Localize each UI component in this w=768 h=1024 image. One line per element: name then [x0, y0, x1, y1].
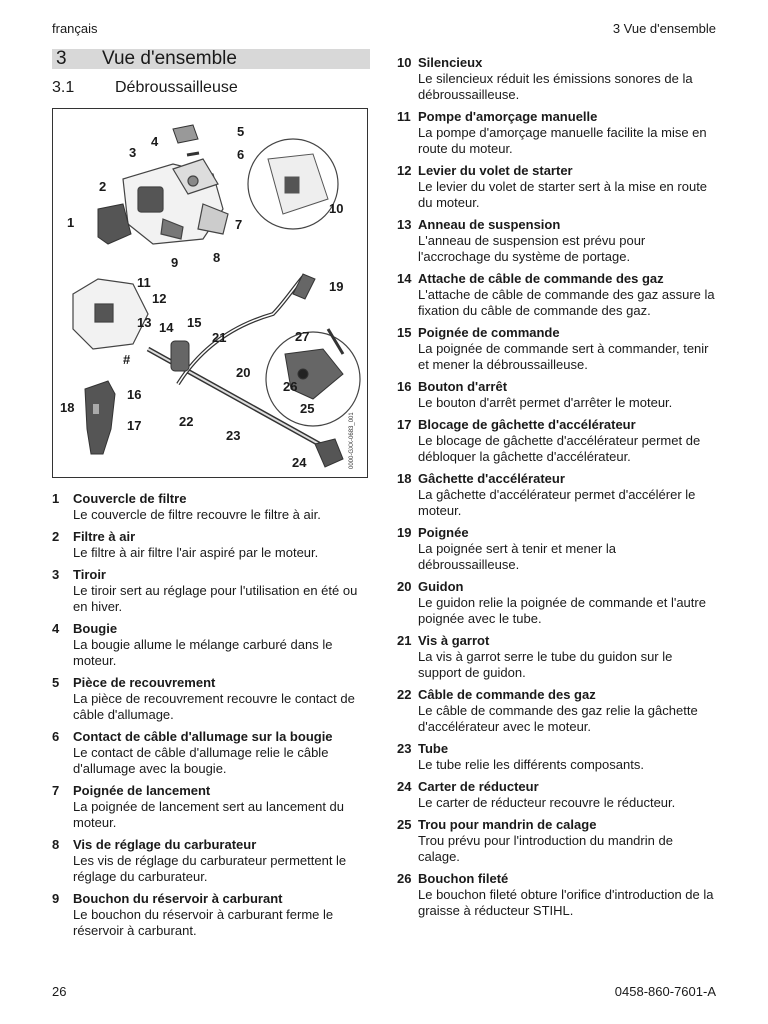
legend-item-title: Gâchette d'accélérateur: [418, 471, 565, 486]
legend-item-title: Bouchon fileté: [418, 871, 509, 886]
legend-item-title: Poignée: [418, 525, 469, 540]
legend-item-title: Pièce de recouvrement: [73, 675, 216, 690]
legend-item-title: Guidon: [418, 579, 464, 594]
legend-item-number: 25: [397, 817, 412, 832]
header-language: français: [52, 21, 98, 36]
callout-6: 6: [237, 147, 245, 162]
legend-list-right: [397, 55, 717, 925]
callout-2: 2: [99, 179, 107, 194]
legend-item: [397, 741, 717, 773]
callout-1: 1: [67, 215, 75, 230]
legend-item: [397, 55, 717, 103]
callout-25: 25: [300, 401, 315, 416]
callout-15: 15: [187, 315, 202, 330]
legend-item: [52, 529, 372, 561]
legend-item-title: Pompe d'amorçage manuelle: [418, 109, 598, 124]
document-code: 0458-860-7601-A: [614, 984, 716, 999]
legend-item-description: Les vis de réglage du carburateur permettent le réglage du carburateur.: [73, 853, 347, 884]
legend-item-number: 26: [397, 871, 412, 886]
legend-item-number: 11: [397, 109, 411, 124]
section-number: 3: [56, 48, 67, 69]
callout-18: 18: [60, 400, 75, 415]
legend-item-description: Le câble de commande des gaz relie la gâchette d'accélérateur avec le moteur.: [418, 703, 698, 734]
legend-item-title: Vis de réglage du carburateur: [73, 837, 257, 852]
callout-11: 11: [137, 275, 151, 290]
legend-item-number: 4: [52, 621, 60, 636]
legend-item-number: 20: [397, 579, 412, 594]
figure-code: 0000-GXX-0683_001: [349, 412, 355, 469]
legend-item-description: Le tiroir sert au réglage pour l'utilisation en été ou en hiver.: [73, 583, 358, 614]
legend-item: [52, 491, 372, 523]
callout-7: 7: [235, 217, 243, 232]
legend-item: [397, 271, 717, 319]
callout-26: 26: [283, 379, 298, 394]
legend-item-number: 2: [52, 529, 60, 544]
legend-item-number: 8: [52, 837, 60, 852]
legend-item-number: 24: [397, 779, 412, 794]
legend-item-description: Le silencieux réduit les émissions sonores de la débroussailleuse.: [418, 71, 693, 102]
legend-item-description: Trou prévu pour l'introduction du mandrin de calage.: [418, 833, 673, 864]
legend-list-left: [52, 491, 372, 945]
legend-item: [52, 729, 372, 777]
legend-item-description: La gâchette d'accélérateur permet d'accélérer le moteur.: [418, 487, 696, 518]
callout-19: 19: [329, 279, 344, 294]
legend-item: [52, 675, 372, 723]
legend-item: [397, 109, 717, 157]
legend-item-title: Vis à garrot: [418, 633, 490, 648]
legend-item: [397, 325, 717, 373]
legend-item-number: 16: [397, 379, 412, 394]
legend-item-title: Contact de câble d'allumage sur la bougie: [73, 729, 333, 744]
legend-item-description: Le couvercle de filtre recouvre le filtre à air.: [73, 507, 321, 522]
legend-item-description: Le blocage de gâchette d'accélérateur permet de débloquer la gâchette d'accélérateur.: [418, 433, 701, 464]
handle-grip-drawing: [293, 274, 315, 299]
callout-4: 4: [151, 134, 159, 149]
callout-9: 9: [171, 255, 179, 270]
legend-item: [397, 525, 717, 573]
callout-12: 12: [152, 291, 167, 306]
legend-item-description: Le tube relie les différents composants.: [418, 757, 644, 772]
legend-item-title: Silencieux: [418, 55, 483, 70]
legend-item-description: La pompe d'amorçage manuelle facilite la mise en route du moteur.: [418, 125, 707, 156]
callout-hash: #: [123, 352, 131, 367]
gear-head-drawing: [315, 439, 343, 467]
legend-item: [397, 817, 717, 865]
section-title: Vue d'ensemble: [102, 48, 237, 69]
legend-item-description: Le contact de câble d'allumage relie le câble d'allumage avec la bougie.: [73, 745, 329, 776]
callout-8: 8: [213, 250, 221, 265]
legend-item-description: Le carter de réducteur recouvre le réducteur.: [418, 795, 676, 810]
legend-item-number: 10: [397, 55, 412, 70]
legend-item-number: 5: [52, 675, 60, 690]
legend-item: [397, 417, 717, 465]
legend-item-number: 9: [52, 891, 60, 906]
legend-item-number: 7: [52, 783, 60, 798]
legend-item: [397, 633, 717, 681]
callout-27: 27: [295, 329, 310, 344]
legend-item-number: 1: [52, 491, 60, 506]
legend-item-description: La vis à garrot serre le tube du guidon sur le support de guidon.: [418, 649, 673, 680]
legend-item-title: Bouton d'arrêt: [418, 379, 508, 394]
legend-item-title: Bougie: [73, 621, 118, 636]
legend-item-number: 18: [397, 471, 412, 486]
legend-item-description: La poignée de commande sert à commander, tenir et mener la débroussailleuse.: [418, 341, 709, 372]
legend-item-title: Couvercle de filtre: [73, 491, 187, 506]
legend-item-number: 15: [397, 325, 412, 340]
legend-item-number: 17: [397, 417, 412, 432]
legend-item-description: Le bouchon du réservoir à carburant ferme le réservoir à carburant.: [73, 907, 334, 938]
legend-item: [397, 871, 717, 919]
legend-item-number: 19: [397, 525, 412, 540]
legend-item: [52, 621, 372, 669]
legend-item: [397, 217, 717, 265]
brushcutter-overview-figure: [52, 108, 368, 478]
legend-item-number: 23: [397, 741, 412, 756]
plug-cover-drawing: [173, 125, 198, 143]
legend-item: [397, 687, 717, 735]
legend-item: [397, 379, 717, 411]
callout-20: 20: [236, 365, 251, 380]
legend-item-title: Poignée de lancement: [73, 783, 211, 798]
legend-item-description: L'anneau de suspension est prévu pour l'accrochage du système de portage.: [418, 233, 646, 264]
legend-item-number: 6: [52, 729, 60, 744]
legend-item: [397, 579, 717, 627]
callout-10: 10: [329, 201, 344, 216]
legend-item-description: Le bouchon fileté obture l'orifice d'introduction de la graisse à réducteur STIHL.: [418, 887, 714, 918]
legend-item-title: Bouchon du réservoir à carburant: [73, 891, 283, 906]
legend-item: [52, 837, 372, 885]
legend-item: [397, 163, 717, 211]
callout-21: 21: [212, 330, 227, 345]
legend-item-description: Le filtre à air filtre l'air aspiré par le moteur.: [73, 545, 319, 560]
legend-item-title: Blocage de gâchette d'accélérateur: [418, 417, 636, 432]
legend-item: [397, 471, 717, 519]
subsection-title: Débroussailleuse: [115, 79, 238, 96]
legend-item-description: La poignée de lancement sert au lancement du moteur.: [73, 799, 345, 830]
legend-item-number: 21: [397, 633, 412, 648]
callout-13: 13: [137, 315, 152, 330]
callout-3: 3: [129, 145, 137, 160]
trigger-handle-drawing: [85, 381, 115, 454]
legend-item-number: 12: [397, 163, 412, 178]
legend-item-title: Trou pour mandrin de calage: [418, 817, 597, 832]
control-handle-drawing: [171, 341, 189, 371]
legend-item-title: Poignée de commande: [418, 325, 560, 340]
legend-item-description: La bougie allume le mélange carburé dans le moteur.: [73, 637, 333, 668]
legend-item-title: Tiroir: [73, 567, 106, 582]
callout-23: 23: [226, 428, 241, 443]
callout-24: 24: [292, 455, 307, 470]
legend-item-title: Levier du volet de starter: [418, 163, 573, 178]
legend-item-number: 3: [52, 567, 60, 582]
callout-5: 5: [237, 124, 245, 139]
legend-item-description: Le guidon relie la poignée de commande et l'autre poignée avec le tube.: [418, 595, 706, 626]
legend-item-title: Tube: [418, 741, 449, 756]
subsection-number: 3.1: [52, 79, 75, 96]
legend-item-description: La pièce de recouvrement recouvre le contact de câble d'allumage.: [73, 691, 355, 722]
legend-item-description: Le levier du volet de starter sert à la mise en route du moteur.: [418, 179, 708, 210]
legend-item: [52, 891, 372, 939]
legend-item: [52, 783, 372, 831]
brushcutter-illustration: [53, 109, 369, 479]
legend-item-title: Carter de réducteur: [418, 779, 539, 794]
page-number: 26: [52, 984, 67, 999]
callout-22: 22: [179, 414, 194, 429]
legend-item-title: Câble de commande des gaz: [418, 687, 596, 702]
callout-17: 17: [127, 418, 142, 433]
legend-item-number: 14: [397, 271, 412, 286]
engine-detail-drawing: [123, 159, 228, 244]
legend-item-description: La poignée sert à tenir et mener la débroussailleuse.: [418, 541, 617, 572]
legend-item-title: Attache de câble de commande des gaz: [418, 271, 664, 286]
legend-item-number: 13: [397, 217, 412, 232]
header-section-ref: 3 Vue d'ensemble: [612, 21, 716, 36]
callout-16: 16: [127, 387, 142, 402]
legend-item-description: Le bouton d'arrêt permet d'arrêter le moteur.: [418, 395, 673, 410]
legend-item-title: Filtre à air: [73, 529, 136, 544]
legend-item: [397, 779, 717, 811]
legend-item-number: 22: [397, 687, 412, 702]
legend-item: [52, 567, 372, 615]
legend-item-title: Anneau de suspension: [418, 217, 561, 232]
legend-item-description: L'attache de câble de commande des gaz assure la fixation du câble de commande des gaz.: [418, 287, 715, 318]
callout-14: 14: [159, 320, 174, 335]
